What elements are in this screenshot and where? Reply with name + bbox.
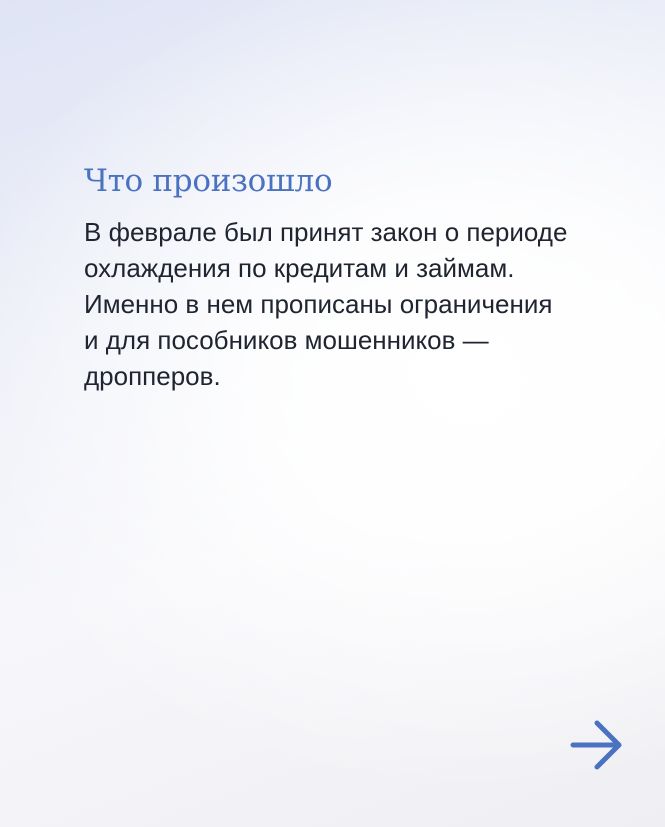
- next-slide-button[interactable]: [569, 719, 625, 771]
- body-line: В феврале был принят закон о периоде: [84, 217, 568, 247]
- slide-title: Что произошло: [84, 163, 333, 199]
- body-line: Именно в нем прописаны ограничения: [84, 289, 553, 319]
- arrow-right-icon: [569, 719, 625, 771]
- body-line: охлаждения по кредитам и займам.: [84, 253, 515, 283]
- body-line: дропперов.: [84, 361, 221, 391]
- slide-body: [84, 214, 644, 394]
- body-line: и для пособников мошенников —: [84, 325, 489, 355]
